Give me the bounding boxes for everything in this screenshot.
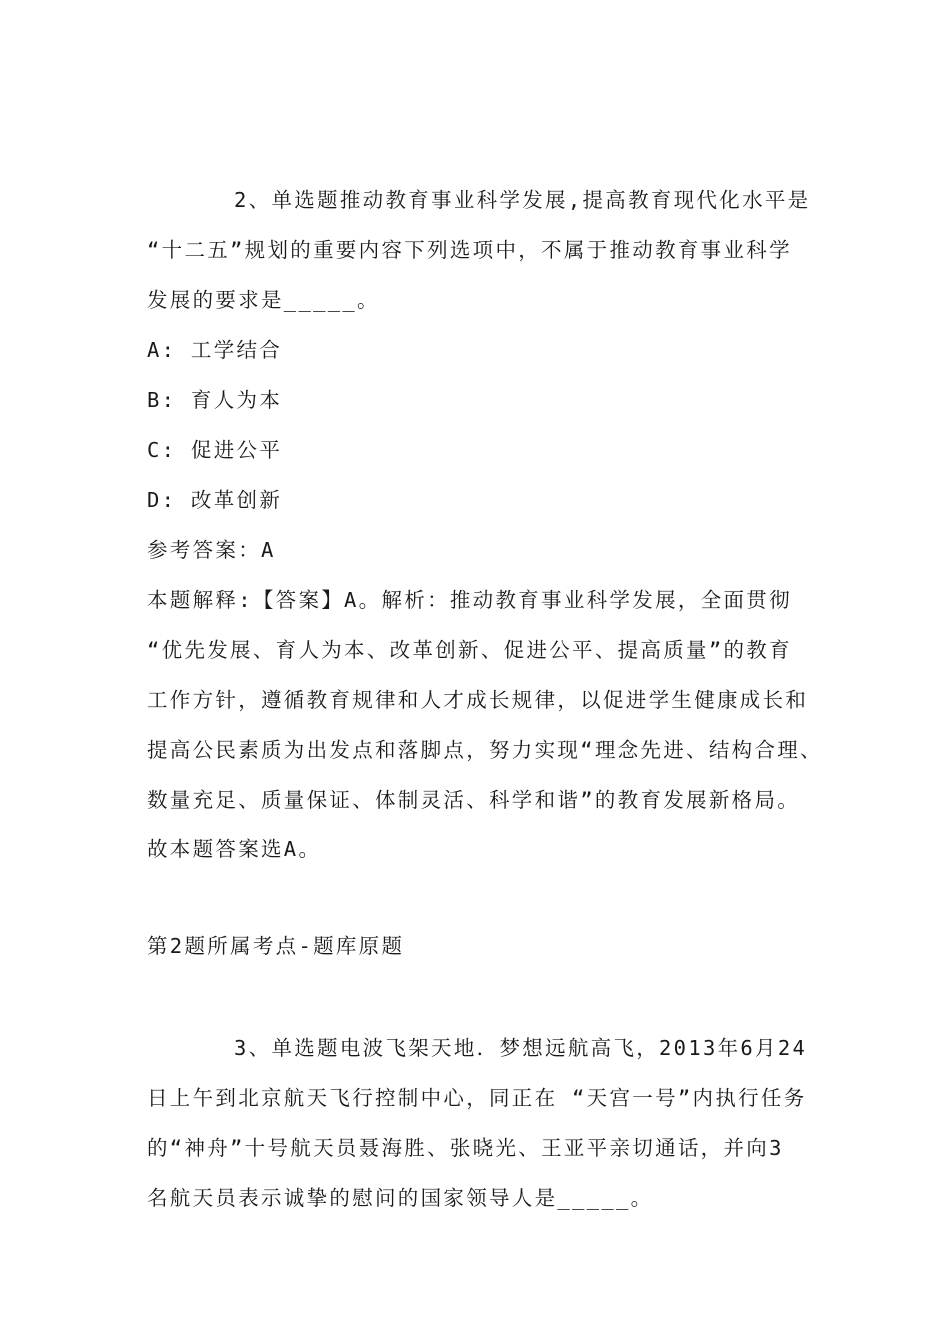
q2-explanation-line-5: 数量充足、质量保证、体制灵活、科学和谐”的教育发展新格局。 [147, 788, 801, 812]
q3-stem-line-1: 3、单选题电波飞架天地．梦想远航高飞，2013年6月24 [234, 1036, 808, 1060]
q2-explanation-line-6: 故本题答案选A。 [147, 837, 322, 861]
q2-explanation-line-4: 提高公民素质为出发点和落脚点，努力实现“理念先进、结构合理、 [147, 738, 823, 762]
q2-topic: 第2题所属考点-题库原题 [147, 934, 405, 958]
q2-stem-line-2: “十二五”规划的重要内容下列选项中，不属于推动教育事业科学 [147, 238, 792, 262]
q2-explanation-line-2: “优先发展、育人为本、改革创新、促进公平、提高质量”的教育 [147, 638, 792, 662]
q2-explanation-line-1: 本题解释:【答案】A。解析：推动教育事业科学发展，全面贯彻 [147, 588, 792, 612]
q2-option-b: B: 育人为本 [147, 388, 283, 412]
q2-answer: 参考答案：A [147, 538, 276, 562]
q3-stem-line-2: 日上午到北京航天飞行控制中心，同正在 “天宫一号”内执行任务 [147, 1086, 807, 1110]
q2-option-a: A: 工学结合 [147, 338, 283, 362]
q3-stem-line-4: 名航天员表示诚挚的慰问的国家领导人是_____。 [147, 1186, 654, 1210]
q3-stem-line-3: 的“神舟”十号航天员聂海胜、张晓光、王亚平亲切通话，并向3 [147, 1136, 784, 1160]
q2-explanation-line-3: 工作方针，遵循教育规律和人才成长规律，以促进学生健康成长和 [147, 688, 809, 712]
q2-stem-line-3: 发展的要求是_____。 [147, 288, 380, 312]
q2-option-c: C: 促进公平 [147, 438, 283, 462]
q2-option-d: D: 改革创新 [147, 488, 283, 512]
q2-stem-line-1: 2、单选题推动教育事业科学发展,提高教育现代化水平是 [234, 188, 811, 212]
